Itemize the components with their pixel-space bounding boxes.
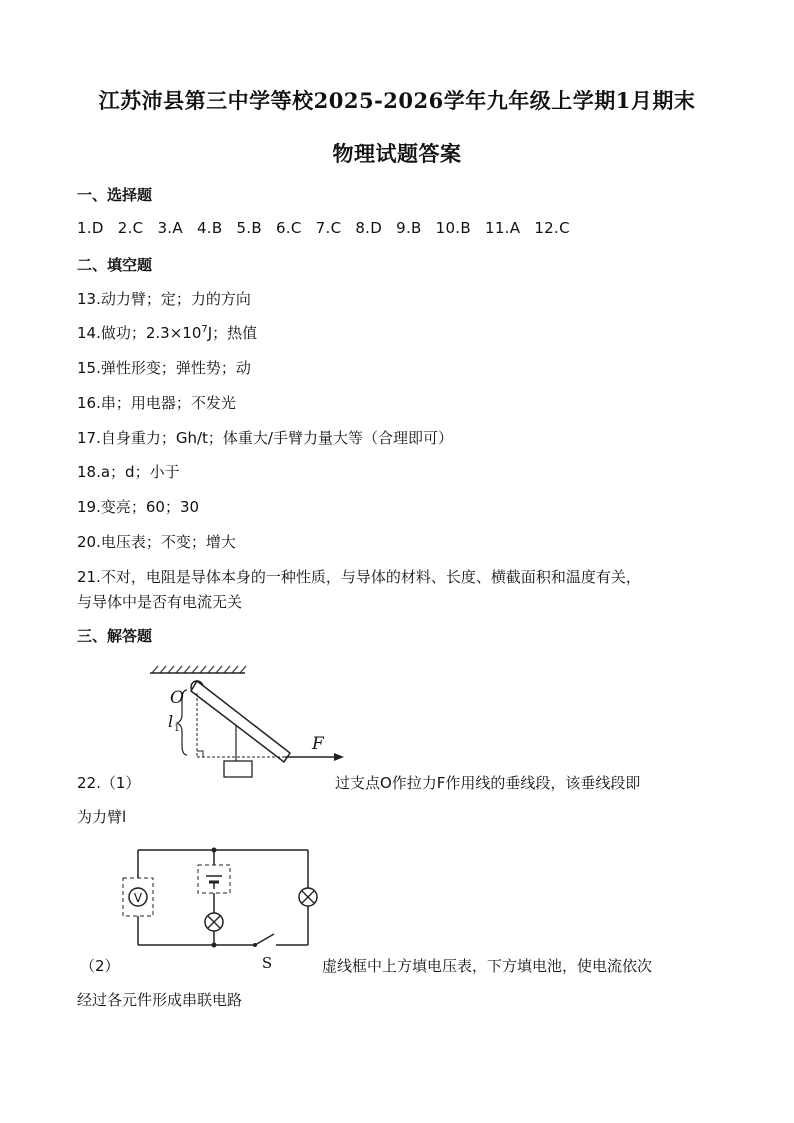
answer-14: [77, 322, 257, 343]
answer-22-2-text-line-1: 虚线框中上方填电压表，下方填电池，使电流依次: [322, 957, 653, 975]
answer-21-line-1: 21.不对，电阻是导体本身的一种性质，与导体的材料、长度、横截面积和温度有关，: [77, 568, 641, 586]
answer-20: 20.电压表；不变；增大: [77, 533, 236, 551]
lever-diagram: [140, 665, 350, 785]
mc-answer: 8.D: [355, 219, 383, 237]
mc-answer: 9.B: [396, 219, 422, 237]
answer-22-1-text-line-2: 为力臂l: [77, 808, 127, 826]
switch-blade: [255, 934, 274, 945]
right-angle-mark: [197, 751, 203, 757]
answer-13: 13.动力臂；定；力的方向: [77, 290, 251, 308]
answer-16: 16.串；用电器；不发光: [77, 394, 236, 412]
switch-contact: [253, 943, 257, 947]
section-heading-solve: 三、解答题: [77, 627, 153, 645]
answer-14-pre: 14.做功；2.3×10: [77, 324, 202, 342]
answer-22-2-label: （2）: [80, 957, 120, 975]
label-O: O: [170, 688, 184, 708]
mc-answer: 1.D: [77, 219, 104, 237]
mc-answer: 3.A: [157, 219, 183, 237]
lever-bar: [191, 681, 290, 762]
answer-15: 15.弹性形变；弹性势；动: [77, 359, 251, 377]
mc-answer: 2.C: [117, 219, 144, 237]
answer-22-2-text-line-2: 经过各元件形成串联电路: [77, 991, 243, 1009]
answer-22-1-label: 22.（1）: [77, 774, 141, 792]
answer-14-post: J；热值: [207, 324, 258, 342]
label-l: l: [168, 712, 174, 731]
voltmeter-label: V: [133, 891, 143, 905]
section-heading-choice: 一、选择题: [77, 186, 153, 204]
mc-answer: 5.B: [236, 219, 262, 237]
answer-17: 17.自身重力；Gh/t；体重大/手臂力量大等（合理即可）: [77, 429, 453, 447]
mc-answer: 10.B: [435, 219, 471, 237]
ceiling-hatching: [152, 666, 246, 673]
mc-answer: 6.C: [275, 219, 302, 237]
force-arrowhead: [334, 753, 344, 761]
title-line-1: 江苏沛县第三中学等校2025-2026学年九年级上学期1月期末: [98, 88, 696, 113]
label-F: F: [312, 734, 324, 754]
title-line-2: 物理试题答案: [332, 141, 462, 166]
mc-answer: 12.C: [534, 219, 570, 237]
mc-answer-row: [77, 219, 584, 237]
weight-block: [224, 761, 252, 777]
answer-21-line-2: 与导体中是否有电流无关: [77, 593, 243, 611]
mc-answer: 11.A: [484, 219, 521, 237]
answer-22-1-text-line-1: 过支点O作拉力F作用线的垂线段，该垂线段即: [335, 774, 641, 792]
answer-14-exponent: 7: [201, 324, 208, 335]
circuit-diagram: [118, 840, 318, 970]
label-l-subscript: 1: [174, 724, 180, 734]
answer-18: 18.a；d；小于: [77, 463, 180, 481]
mc-answer: 4.B: [196, 219, 223, 237]
answer-19: 19.变亮；60；30: [77, 498, 200, 516]
mc-answer: 7.C: [315, 219, 342, 237]
switch-label: S: [261, 954, 273, 970]
section-heading-fill: 二、填空题: [77, 256, 153, 274]
